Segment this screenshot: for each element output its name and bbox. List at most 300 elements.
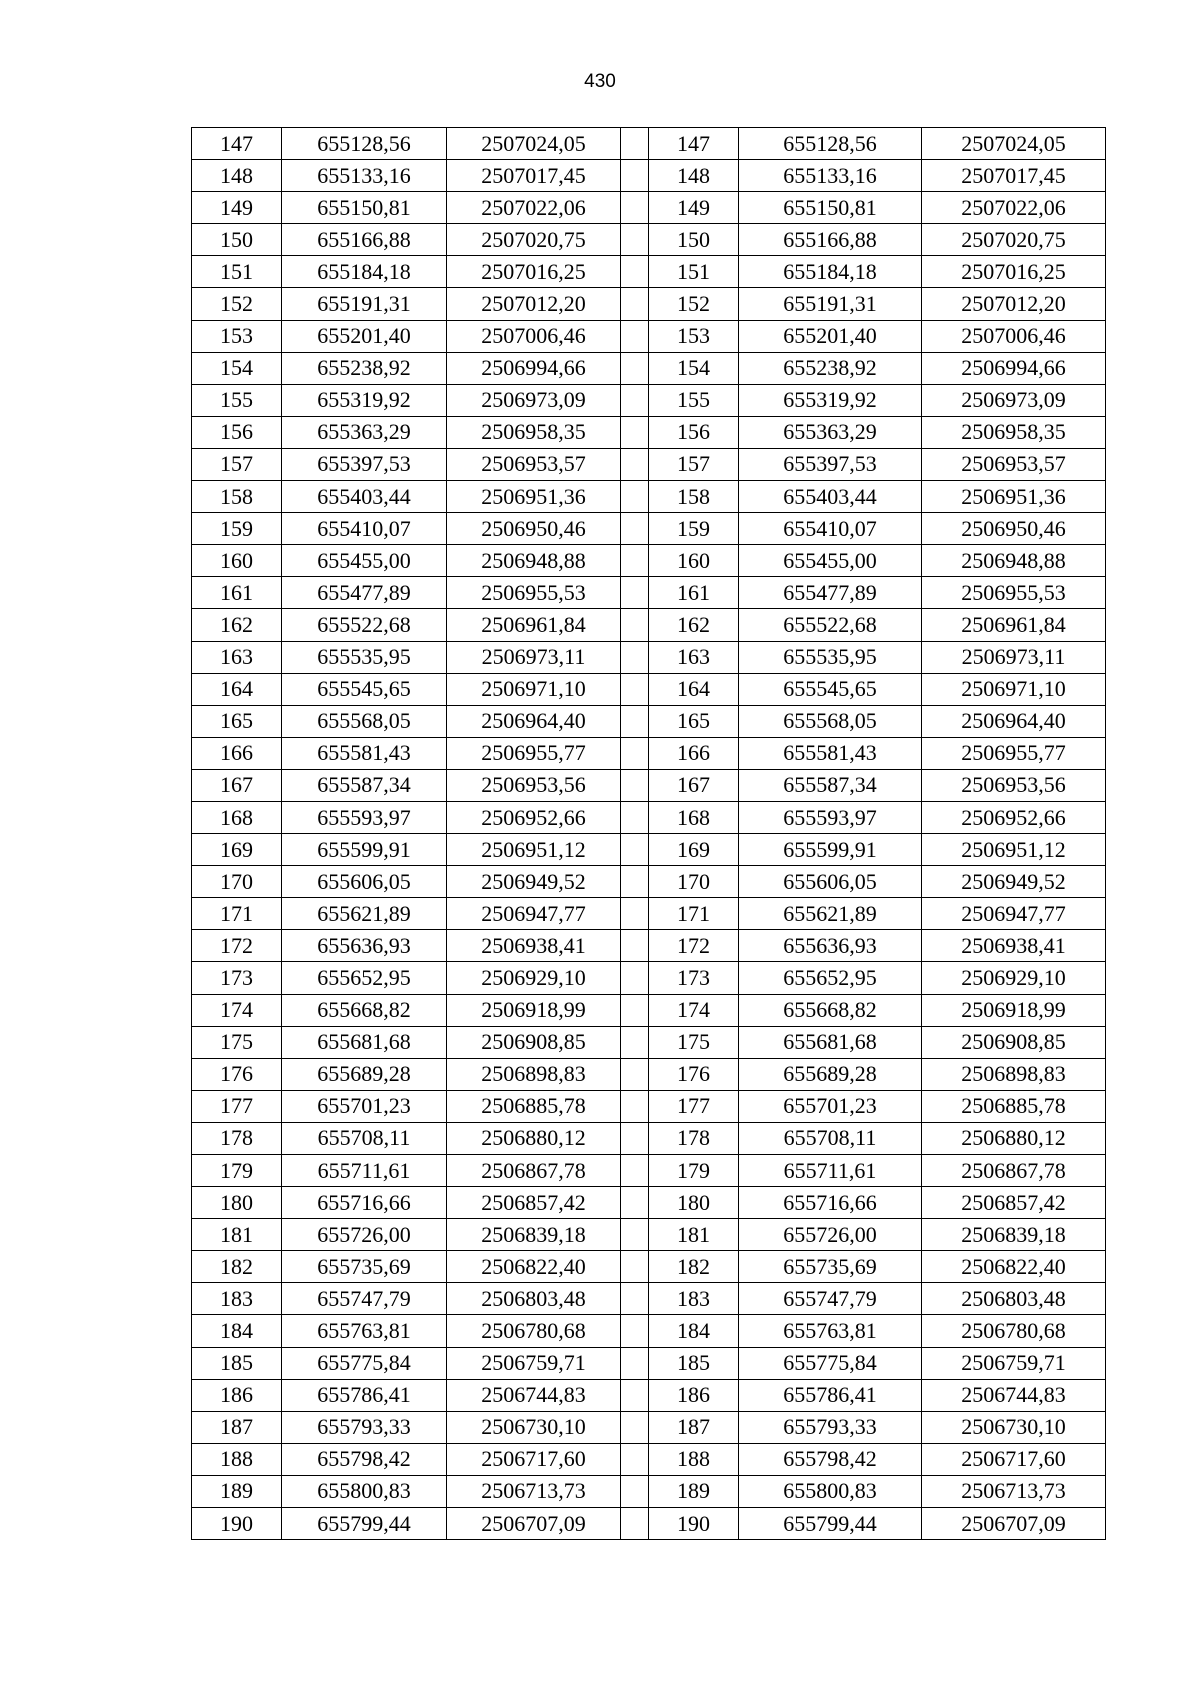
point-number-cell: 165 — [192, 705, 282, 737]
table-row — [192, 930, 1106, 962]
point-number-cell: 171 — [192, 898, 282, 930]
point-number-cell: 147 — [192, 128, 282, 160]
point-number-cell: 154 — [192, 352, 282, 384]
table-row — [192, 1122, 1106, 1154]
y-coordinate-cell: 2506947,77 — [922, 898, 1106, 930]
x-coordinate-cell: 655191,31 — [739, 288, 922, 320]
x-coordinate-cell: 655150,81 — [739, 192, 922, 224]
spacer-cell — [621, 1283, 649, 1315]
y-coordinate-cell: 2506885,78 — [447, 1090, 621, 1122]
table-row — [192, 545, 1106, 577]
spacer-cell — [621, 1058, 649, 1090]
y-coordinate-cell: 2506867,78 — [922, 1155, 1106, 1187]
y-coordinate-cell: 2506955,77 — [447, 737, 621, 769]
point-number-cell: 149 — [649, 192, 739, 224]
x-coordinate-cell: 655689,28 — [739, 1058, 922, 1090]
x-coordinate-cell: 655800,83 — [282, 1475, 447, 1507]
point-number-cell: 161 — [649, 577, 739, 609]
x-coordinate-cell: 655798,42 — [282, 1443, 447, 1475]
y-coordinate-cell: 2506880,12 — [447, 1122, 621, 1154]
y-coordinate-cell: 2506898,83 — [447, 1058, 621, 1090]
y-coordinate-cell: 2506707,09 — [922, 1508, 1106, 1540]
spacer-cell — [621, 224, 649, 256]
y-coordinate-cell: 2506973,09 — [447, 384, 621, 416]
point-number-cell: 155 — [649, 384, 739, 416]
y-coordinate-cell: 2506973,11 — [447, 641, 621, 673]
point-number-cell: 172 — [649, 930, 739, 962]
spacer-cell — [621, 641, 649, 673]
x-coordinate-cell: 655798,42 — [739, 1443, 922, 1475]
x-coordinate-cell: 655593,97 — [282, 801, 447, 833]
x-coordinate-cell: 655775,84 — [739, 1347, 922, 1379]
point-number-cell: 176 — [192, 1058, 282, 1090]
x-coordinate-cell: 655587,34 — [282, 769, 447, 801]
y-coordinate-cell: 2507020,75 — [447, 224, 621, 256]
table-row — [192, 513, 1106, 545]
x-coordinate-cell: 655599,91 — [282, 834, 447, 866]
point-number-cell: 178 — [649, 1122, 739, 1154]
y-coordinate-cell: 2506973,11 — [922, 641, 1106, 673]
x-coordinate-cell: 655545,65 — [739, 673, 922, 705]
table-row — [192, 1251, 1106, 1283]
coordinates-table — [191, 127, 1106, 1540]
point-number-cell: 149 — [192, 192, 282, 224]
point-number-cell: 177 — [649, 1090, 739, 1122]
point-number-cell: 173 — [649, 962, 739, 994]
table-row — [192, 384, 1106, 416]
point-number-cell: 181 — [192, 1219, 282, 1251]
y-coordinate-cell: 2506955,53 — [447, 577, 621, 609]
point-number-cell: 189 — [649, 1475, 739, 1507]
page-number: 430 — [584, 71, 616, 92]
y-coordinate-cell: 2506918,99 — [922, 994, 1106, 1026]
point-number-cell: 188 — [649, 1443, 739, 1475]
y-coordinate-cell: 2507022,06 — [447, 192, 621, 224]
x-coordinate-cell: 655726,00 — [282, 1219, 447, 1251]
y-coordinate-cell: 2506964,40 — [447, 705, 621, 737]
spacer-cell — [621, 1508, 649, 1540]
point-number-cell: 165 — [649, 705, 739, 737]
point-number-cell: 157 — [649, 448, 739, 480]
table-row — [192, 288, 1106, 320]
table-row — [192, 1058, 1106, 1090]
y-coordinate-cell: 2506971,10 — [922, 673, 1106, 705]
y-coordinate-cell: 2506950,46 — [447, 513, 621, 545]
y-coordinate-cell: 2506929,10 — [447, 962, 621, 994]
point-number-cell: 154 — [649, 352, 739, 384]
point-number-cell: 153 — [192, 320, 282, 352]
y-coordinate-cell: 2506744,83 — [447, 1379, 621, 1411]
table-row — [192, 609, 1106, 641]
y-coordinate-cell: 2506908,85 — [922, 1026, 1106, 1058]
spacer-cell — [621, 866, 649, 898]
y-coordinate-cell: 2506908,85 — [447, 1026, 621, 1058]
y-coordinate-cell: 2506839,18 — [922, 1219, 1106, 1251]
spacer-cell — [621, 930, 649, 962]
x-coordinate-cell: 655708,11 — [739, 1122, 922, 1154]
x-coordinate-cell: 655128,56 — [739, 128, 922, 160]
x-coordinate-cell: 655799,44 — [739, 1508, 922, 1540]
point-number-cell: 170 — [649, 866, 739, 898]
x-coordinate-cell: 655786,41 — [282, 1379, 447, 1411]
spacer-cell — [621, 545, 649, 577]
y-coordinate-cell: 2506952,66 — [447, 801, 621, 833]
table-row — [192, 160, 1106, 192]
point-number-cell: 168 — [192, 801, 282, 833]
y-coordinate-cell: 2507022,06 — [922, 192, 1106, 224]
spacer-cell — [621, 705, 649, 737]
spacer-cell — [621, 1219, 649, 1251]
x-coordinate-cell: 655606,05 — [739, 866, 922, 898]
table-row — [192, 1508, 1106, 1540]
y-coordinate-cell: 2506961,84 — [447, 609, 621, 641]
table-row — [192, 994, 1106, 1026]
y-coordinate-cell: 2506938,41 — [922, 930, 1106, 962]
x-coordinate-cell: 655681,68 — [739, 1026, 922, 1058]
y-coordinate-cell: 2506958,35 — [922, 416, 1106, 448]
point-number-cell: 155 — [192, 384, 282, 416]
x-coordinate-cell: 655166,88 — [739, 224, 922, 256]
table-row — [192, 1187, 1106, 1219]
spacer-cell — [621, 320, 649, 352]
x-coordinate-cell: 655477,89 — [739, 577, 922, 609]
x-coordinate-cell: 655522,68 — [282, 609, 447, 641]
x-coordinate-cell: 655621,89 — [282, 898, 447, 930]
x-coordinate-cell: 655701,23 — [739, 1090, 922, 1122]
spacer-cell — [621, 801, 649, 833]
y-coordinate-cell: 2506707,09 — [447, 1508, 621, 1540]
table-row — [192, 1090, 1106, 1122]
x-coordinate-cell: 655319,92 — [739, 384, 922, 416]
table-row — [192, 256, 1106, 288]
x-coordinate-cell: 655681,68 — [282, 1026, 447, 1058]
point-number-cell: 179 — [192, 1155, 282, 1187]
x-coordinate-cell: 655410,07 — [282, 513, 447, 545]
y-coordinate-cell: 2506971,10 — [447, 673, 621, 705]
table-row — [192, 1315, 1106, 1347]
spacer-cell — [621, 577, 649, 609]
point-number-cell: 170 — [192, 866, 282, 898]
table-row — [192, 320, 1106, 352]
spacer-cell — [621, 769, 649, 801]
x-coordinate-cell: 655191,31 — [282, 288, 447, 320]
point-number-cell: 177 — [192, 1090, 282, 1122]
point-number-cell: 163 — [192, 641, 282, 673]
x-coordinate-cell: 655133,16 — [282, 160, 447, 192]
x-coordinate-cell: 655363,29 — [739, 416, 922, 448]
spacer-cell — [621, 384, 649, 416]
point-number-cell: 158 — [649, 481, 739, 513]
point-number-cell: 152 — [192, 288, 282, 320]
x-coordinate-cell: 655708,11 — [282, 1122, 447, 1154]
point-number-cell: 187 — [649, 1411, 739, 1443]
point-number-cell: 180 — [192, 1187, 282, 1219]
x-coordinate-cell: 655711,61 — [282, 1155, 447, 1187]
y-coordinate-cell: 2506929,10 — [922, 962, 1106, 994]
point-number-cell: 171 — [649, 898, 739, 930]
y-coordinate-cell: 2506961,84 — [922, 609, 1106, 641]
spacer-cell — [621, 609, 649, 641]
y-coordinate-cell: 2506822,40 — [922, 1251, 1106, 1283]
y-coordinate-cell: 2506857,42 — [922, 1187, 1106, 1219]
spacer-cell — [621, 1443, 649, 1475]
point-number-cell: 175 — [192, 1026, 282, 1058]
x-coordinate-cell: 655535,95 — [739, 641, 922, 673]
y-coordinate-cell: 2507012,20 — [447, 288, 621, 320]
point-number-cell: 183 — [649, 1283, 739, 1315]
x-coordinate-cell: 655652,95 — [739, 962, 922, 994]
spacer-cell — [621, 673, 649, 705]
spacer-cell — [621, 1122, 649, 1154]
y-coordinate-cell: 2506759,71 — [447, 1347, 621, 1379]
y-coordinate-cell: 2506867,78 — [447, 1155, 621, 1187]
x-coordinate-cell: 655701,23 — [282, 1090, 447, 1122]
spacer-cell — [621, 513, 649, 545]
y-coordinate-cell: 2506948,88 — [447, 545, 621, 577]
x-coordinate-cell: 655201,40 — [739, 320, 922, 352]
x-coordinate-cell: 655568,05 — [739, 705, 922, 737]
x-coordinate-cell: 655763,81 — [739, 1315, 922, 1347]
point-number-cell: 166 — [192, 737, 282, 769]
y-coordinate-cell: 2507020,75 — [922, 224, 1106, 256]
x-coordinate-cell: 655636,93 — [282, 930, 447, 962]
point-number-cell: 174 — [192, 994, 282, 1026]
spacer-cell — [621, 994, 649, 1026]
point-number-cell: 183 — [192, 1283, 282, 1315]
y-coordinate-cell: 2506713,73 — [447, 1475, 621, 1507]
point-number-cell: 160 — [649, 545, 739, 577]
y-coordinate-cell: 2506949,52 — [447, 866, 621, 898]
y-coordinate-cell: 2506951,36 — [922, 481, 1106, 513]
table-row — [192, 962, 1106, 994]
x-coordinate-cell: 655652,95 — [282, 962, 447, 994]
x-coordinate-cell: 655668,82 — [739, 994, 922, 1026]
point-number-cell: 162 — [649, 609, 739, 641]
y-coordinate-cell: 2507012,20 — [922, 288, 1106, 320]
y-coordinate-cell: 2506952,66 — [922, 801, 1106, 833]
y-coordinate-cell: 2507017,45 — [447, 160, 621, 192]
point-number-cell: 169 — [649, 834, 739, 866]
point-number-cell: 164 — [192, 673, 282, 705]
y-coordinate-cell: 2506951,12 — [447, 834, 621, 866]
spacer-cell — [621, 1315, 649, 1347]
spacer-cell — [621, 192, 649, 224]
x-coordinate-cell: 655403,44 — [282, 481, 447, 513]
table-row — [192, 737, 1106, 769]
spacer-cell — [621, 416, 649, 448]
spacer-cell — [621, 962, 649, 994]
point-number-cell: 188 — [192, 1443, 282, 1475]
x-coordinate-cell: 655150,81 — [282, 192, 447, 224]
x-coordinate-cell: 655716,66 — [282, 1187, 447, 1219]
x-coordinate-cell: 655793,33 — [282, 1411, 447, 1443]
spacer-cell — [621, 898, 649, 930]
spacer-cell — [621, 1155, 649, 1187]
point-number-cell: 176 — [649, 1058, 739, 1090]
spacer-cell — [621, 1187, 649, 1219]
y-coordinate-cell: 2506955,53 — [922, 577, 1106, 609]
y-coordinate-cell: 2506730,10 — [447, 1411, 621, 1443]
y-coordinate-cell: 2506994,66 — [922, 352, 1106, 384]
table-row — [192, 1347, 1106, 1379]
point-number-cell: 169 — [192, 834, 282, 866]
point-number-cell: 148 — [649, 160, 739, 192]
y-coordinate-cell: 2506730,10 — [922, 1411, 1106, 1443]
spacer-cell — [621, 160, 649, 192]
table-row — [192, 1475, 1106, 1507]
x-coordinate-cell: 655747,79 — [282, 1283, 447, 1315]
point-number-cell: 164 — [649, 673, 739, 705]
y-coordinate-cell: 2506994,66 — [447, 352, 621, 384]
y-coordinate-cell: 2507006,46 — [447, 320, 621, 352]
x-coordinate-cell: 655716,66 — [739, 1187, 922, 1219]
table-row — [192, 834, 1106, 866]
point-number-cell: 182 — [192, 1251, 282, 1283]
table-row — [192, 416, 1106, 448]
table-row — [192, 673, 1106, 705]
y-coordinate-cell: 2506744,83 — [922, 1379, 1106, 1411]
point-number-cell: 156 — [649, 416, 739, 448]
y-coordinate-cell: 2506955,77 — [922, 737, 1106, 769]
point-number-cell: 168 — [649, 801, 739, 833]
x-coordinate-cell: 655799,44 — [282, 1508, 447, 1540]
table-row — [192, 1026, 1106, 1058]
x-coordinate-cell: 655599,91 — [739, 834, 922, 866]
y-coordinate-cell: 2506780,68 — [447, 1315, 621, 1347]
y-coordinate-cell: 2506857,42 — [447, 1187, 621, 1219]
point-number-cell: 186 — [649, 1379, 739, 1411]
coordinates-table-body — [192, 128, 1106, 1540]
point-number-cell: 184 — [192, 1315, 282, 1347]
y-coordinate-cell: 2506717,60 — [447, 1443, 621, 1475]
y-coordinate-cell: 2507024,05 — [922, 128, 1106, 160]
y-coordinate-cell: 2506949,52 — [922, 866, 1106, 898]
table-row — [192, 352, 1106, 384]
x-coordinate-cell: 655793,33 — [739, 1411, 922, 1443]
spacer-cell — [621, 128, 649, 160]
point-number-cell: 185 — [192, 1347, 282, 1379]
y-coordinate-cell: 2506803,48 — [922, 1283, 1106, 1315]
table-row — [192, 641, 1106, 673]
y-coordinate-cell: 2506759,71 — [922, 1347, 1106, 1379]
spacer-cell — [621, 1347, 649, 1379]
y-coordinate-cell: 2506898,83 — [922, 1058, 1106, 1090]
x-coordinate-cell: 655786,41 — [739, 1379, 922, 1411]
y-coordinate-cell: 2506918,99 — [447, 994, 621, 1026]
x-coordinate-cell: 655166,88 — [282, 224, 447, 256]
x-coordinate-cell: 655184,18 — [282, 256, 447, 288]
point-number-cell: 190 — [649, 1508, 739, 1540]
table-row — [192, 898, 1106, 930]
point-number-cell: 185 — [649, 1347, 739, 1379]
y-coordinate-cell: 2506958,35 — [447, 416, 621, 448]
y-coordinate-cell: 2507016,25 — [447, 256, 621, 288]
point-number-cell: 189 — [192, 1475, 282, 1507]
spacer-cell — [621, 448, 649, 480]
y-coordinate-cell: 2506839,18 — [447, 1219, 621, 1251]
point-number-cell: 187 — [192, 1411, 282, 1443]
y-coordinate-cell: 2506880,12 — [922, 1122, 1106, 1154]
point-number-cell: 166 — [649, 737, 739, 769]
y-coordinate-cell: 2506780,68 — [922, 1315, 1106, 1347]
table-row — [192, 481, 1106, 513]
x-coordinate-cell: 655477,89 — [282, 577, 447, 609]
y-coordinate-cell: 2506948,88 — [922, 545, 1106, 577]
y-coordinate-cell: 2506938,41 — [447, 930, 621, 962]
table-row — [192, 1443, 1106, 1475]
table-row — [192, 801, 1106, 833]
x-coordinate-cell: 655636,93 — [739, 930, 922, 962]
point-number-cell: 158 — [192, 481, 282, 513]
spacer-cell — [621, 256, 649, 288]
spacer-cell — [621, 1251, 649, 1283]
x-coordinate-cell: 655775,84 — [282, 1347, 447, 1379]
x-coordinate-cell: 655455,00 — [282, 545, 447, 577]
spacer-cell — [621, 834, 649, 866]
y-coordinate-cell: 2506713,73 — [922, 1475, 1106, 1507]
x-coordinate-cell: 655593,97 — [739, 801, 922, 833]
point-number-cell: 180 — [649, 1187, 739, 1219]
x-coordinate-cell: 655397,53 — [739, 448, 922, 480]
point-number-cell: 167 — [192, 769, 282, 801]
x-coordinate-cell: 655581,43 — [739, 737, 922, 769]
x-coordinate-cell: 655184,18 — [739, 256, 922, 288]
point-number-cell: 152 — [649, 288, 739, 320]
spacer-cell — [621, 288, 649, 320]
y-coordinate-cell: 2506717,60 — [922, 1443, 1106, 1475]
spacer-cell — [621, 481, 649, 513]
y-coordinate-cell: 2506953,56 — [922, 769, 1106, 801]
x-coordinate-cell: 655403,44 — [739, 481, 922, 513]
point-number-cell: 150 — [649, 224, 739, 256]
table-row — [192, 224, 1106, 256]
spacer-cell — [621, 1475, 649, 1507]
point-number-cell: 151 — [192, 256, 282, 288]
point-number-cell: 178 — [192, 1122, 282, 1154]
x-coordinate-cell: 655545,65 — [282, 673, 447, 705]
point-number-cell: 148 — [192, 160, 282, 192]
point-number-cell: 160 — [192, 545, 282, 577]
spacer-cell — [621, 1026, 649, 1058]
spacer-cell — [621, 352, 649, 384]
x-coordinate-cell: 655410,07 — [739, 513, 922, 545]
point-number-cell: 150 — [192, 224, 282, 256]
x-coordinate-cell: 655735,69 — [282, 1251, 447, 1283]
table-row — [192, 577, 1106, 609]
x-coordinate-cell: 655201,40 — [282, 320, 447, 352]
point-number-cell: 151 — [649, 256, 739, 288]
point-number-cell: 182 — [649, 1251, 739, 1283]
x-coordinate-cell: 655319,92 — [282, 384, 447, 416]
x-coordinate-cell: 655238,92 — [282, 352, 447, 384]
point-number-cell: 174 — [649, 994, 739, 1026]
y-coordinate-cell: 2506822,40 — [447, 1251, 621, 1283]
x-coordinate-cell: 655711,61 — [739, 1155, 922, 1187]
point-number-cell: 181 — [649, 1219, 739, 1251]
x-coordinate-cell: 655726,00 — [739, 1219, 922, 1251]
table-row — [192, 769, 1106, 801]
x-coordinate-cell: 655735,69 — [739, 1251, 922, 1283]
x-coordinate-cell: 655455,00 — [739, 545, 922, 577]
point-number-cell: 179 — [649, 1155, 739, 1187]
spacer-cell — [621, 1411, 649, 1443]
x-coordinate-cell: 655397,53 — [282, 448, 447, 480]
table-row — [192, 1379, 1106, 1411]
y-coordinate-cell: 2506885,78 — [922, 1090, 1106, 1122]
x-coordinate-cell: 655621,89 — [739, 898, 922, 930]
table-row — [192, 192, 1106, 224]
y-coordinate-cell: 2507016,25 — [922, 256, 1106, 288]
